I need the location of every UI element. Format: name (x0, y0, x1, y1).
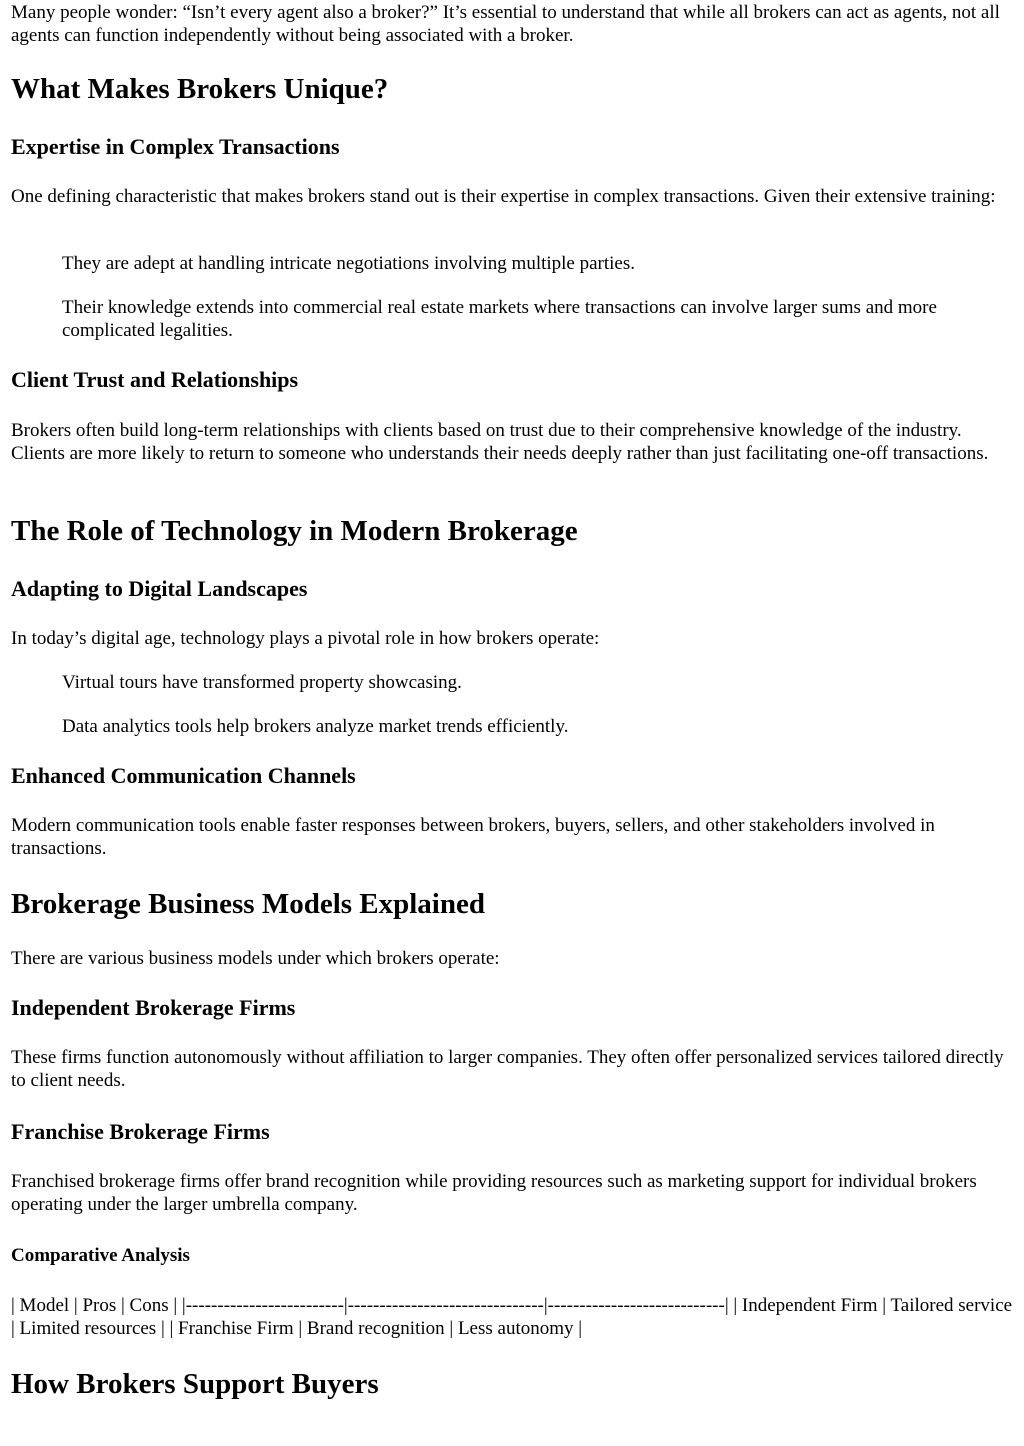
section-heading-buyers: How Brokers Support Buyers (11, 1368, 379, 1400)
expertise-quote-1 (62, 252, 1016, 275)
digital-quote-1 (62, 671, 1016, 694)
subheading-communication: Enhanced Communication Channels (11, 763, 356, 788)
intro-paragraph: Many people wonder: “Isn’t every agent also a broker?” It’s essential to understand that while all brokers can act as agents, not all agents can function independently without being associated with a broker. (11, 2, 1000, 46)
communication-paragraph: Modern communication tools enable faster responses between brokers, buyers, sellers, and other stakeholders involved in transactions. (11, 815, 935, 859)
subheading-franchise: Franchise Brokerage Firms (11, 1119, 270, 1144)
section-heading-technology: The Role of Technology in Modern Brokerage (11, 515, 578, 547)
subheading-digital: Adapting to Digital Landscapes (11, 576, 308, 601)
models-paragraph: There are various business models under which brokers operate: (11, 948, 500, 969)
quote-text: They are adept at handling intricate negotiations involving multiple parties. (62, 253, 636, 274)
trust-paragraph: Brokers often build long-term relationships with clients based on trust due to their comprehensive knowledge of the industry. Clients are more likely to return to someone who understands their needs deeply rather than just facilitating one-off transactions. (11, 420, 989, 464)
subheading-comparative: Comparative Analysis (11, 1245, 190, 1266)
quote-text: Virtual tours have transformed property showcasing. (62, 672, 462, 693)
quote-text: Their knowledge extends into commercial real estate markets where transactions can involve larger sums and more complicated legalities. (62, 297, 937, 341)
digital-quote-2 (62, 715, 1016, 738)
digital-paragraph: In today’s digital age, technology plays a pivotal role in how brokers operate: (11, 628, 600, 649)
expertise-quote-2 (62, 296, 1016, 342)
franchise-paragraph: Franchised brokerage firms offer brand recognition while providing resources such as marketing support for individual brokers operating under the larger umbrella company. (11, 1171, 977, 1215)
subheading-expertise: Expertise in Complex Transactions (11, 134, 340, 159)
section-heading-unique: What Makes Brokers Unique? (11, 73, 389, 105)
comparative-table-text: | Model | Pros | Cons | |-------------------------|-------------------------------|----------------------------| | Independent Firm | Tailored service | Limited resources | | Franchise Firm | Brand recognition | Less autonomy | (11, 1295, 1013, 1339)
section-heading-models: Brokerage Business Models Explained (11, 888, 485, 920)
subheading-trust: Client Trust and Relationships (11, 367, 299, 392)
quote-text: Data analytics tools help brokers analyze market trends efficiently. (62, 716, 569, 737)
expertise-paragraph: One defining characteristic that makes brokers stand out is their expertise in complex transactions. Given their extensive training: (11, 186, 996, 207)
independent-paragraph: These firms function autonomously without affiliation to larger companies. They often offer personalized services tailored directly to client needs. (11, 1047, 1004, 1091)
subheading-independent: Independent Brokerage Firms (11, 995, 296, 1020)
